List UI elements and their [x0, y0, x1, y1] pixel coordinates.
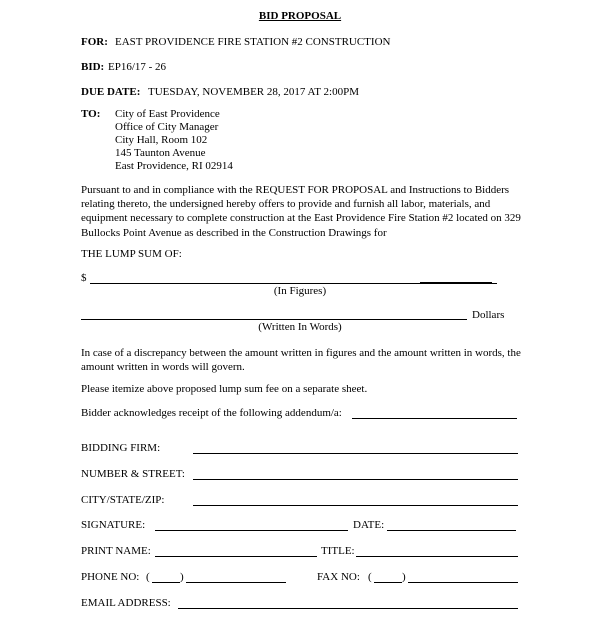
- figures-line[interactable]: [90, 283, 497, 284]
- title-field[interactable]: [356, 556, 518, 557]
- fax-area-code-field[interactable]: [374, 582, 402, 583]
- print-name-field[interactable]: [155, 556, 317, 557]
- page-title: BID PROPOSAL: [258, 10, 342, 22]
- city-state-zip-label: CITY/STATE/ZIP:: [81, 494, 165, 506]
- signature-field[interactable]: [155, 530, 348, 531]
- phone-label: PHONE NO:: [81, 571, 140, 583]
- bid-label: BID:: [81, 61, 105, 73]
- phone-area-open: (: [146, 571, 150, 583]
- fax-area-close: ): [402, 571, 406, 583]
- fax-area-open: (: [368, 571, 372, 583]
- lump-sum-label: THE LUMP SUM OF:: [81, 248, 182, 260]
- fax-number-field[interactable]: [408, 582, 518, 583]
- words-line[interactable]: [81, 319, 467, 320]
- print-name-label: PRINT NAME:: [81, 545, 151, 557]
- number-street-field[interactable]: [193, 479, 518, 480]
- signature-label: SIGNATURE:: [81, 519, 146, 531]
- addendum-label: Bidder acknowledges receipt of the following addendum/a:: [81, 407, 342, 419]
- date-field[interactable]: [387, 530, 516, 531]
- bidding-firm-label: BIDDING FIRM:: [81, 442, 161, 454]
- phone-number-field[interactable]: [186, 582, 286, 583]
- in-words-caption: (Written In Words): [258, 321, 342, 333]
- addendum-field[interactable]: [352, 418, 517, 419]
- email-label: EMAIL ADDRESS:: [81, 597, 171, 609]
- to-line: 145 Taunton Avenue: [115, 147, 206, 159]
- to-line: East Providence, RI 02914: [115, 160, 233, 172]
- to-line: City Hall, Room 102: [115, 134, 208, 146]
- due-date-value: TUESDAY, NOVEMBER 28, 2017 AT 2:00PM: [148, 86, 359, 98]
- city-state-zip-field[interactable]: [193, 505, 518, 506]
- due-date-label: DUE DATE:: [81, 86, 141, 98]
- for-value: EAST PROVIDENCE FIRE STATION #2 CONSTRUCTION: [115, 36, 391, 48]
- to-line: Office of City Manager: [115, 121, 219, 133]
- itemize-note: Please itemize above proposed lump sum fee on a separate sheet.: [81, 383, 368, 395]
- bidding-firm-field[interactable]: [193, 453, 518, 454]
- for-label: FOR:: [81, 36, 108, 48]
- dollar-sign: $: [81, 272, 87, 284]
- to-label: TO:: [81, 108, 101, 120]
- figures-line-overlay: [420, 282, 492, 283]
- phone-area-close: ): [180, 571, 184, 583]
- to-line: City of East Providence: [115, 108, 220, 120]
- phone-area-code-field[interactable]: [152, 582, 180, 583]
- number-street-label: NUMBER & STREET:: [81, 468, 185, 480]
- title-label: TITLE:: [321, 545, 355, 557]
- date-label: DATE:: [353, 519, 385, 531]
- bid-value: EP16/17 - 26: [108, 61, 167, 73]
- dollars-label: Dollars: [472, 309, 505, 321]
- email-field[interactable]: [178, 608, 518, 609]
- discrepancy-paragraph: In case of a discrepancy between the amount written in figures and the amount written in words, the amount written in words will govern.: [81, 347, 521, 374]
- fax-label: FAX NO:: [317, 571, 360, 583]
- in-figures-caption: (In Figures): [273, 285, 327, 297]
- pursuant-paragraph: Pursuant to and in compliance with the REQUEST FOR PROPOSAL and Instructions to Bidders relating thereto, the undersigned hereby offers to provide and furnish all labor, materials, and equipment necessary to complete construction at the East Providence Fire Station #2 located on 329 Bullocks Point Avenue as described in the Construction Drawings for: [81, 184, 521, 239]
